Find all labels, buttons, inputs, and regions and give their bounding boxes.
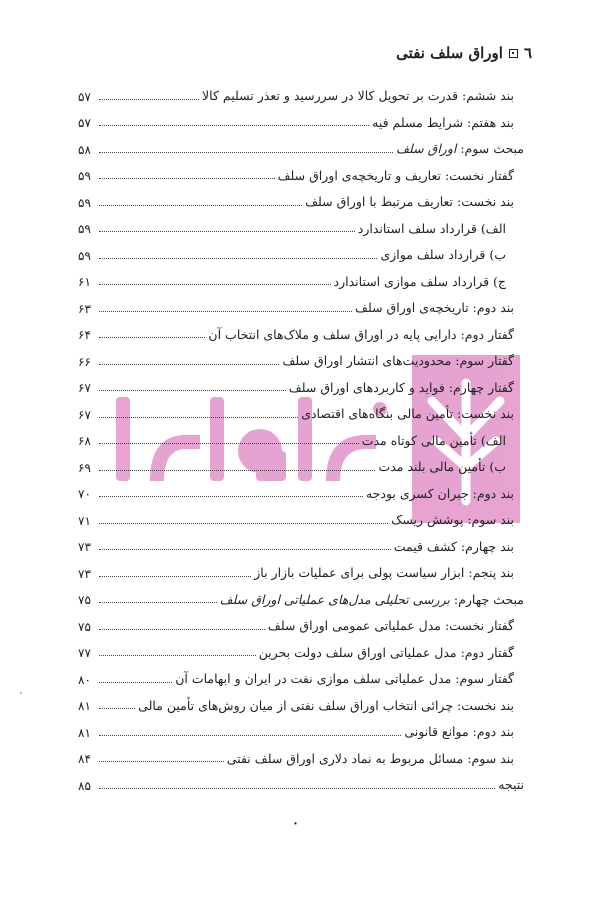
toc-entry-text: جبران کسری بودجه bbox=[365, 485, 469, 501]
dot-leader bbox=[99, 258, 377, 259]
toc-entry bbox=[78, 398, 524, 425]
toc-entry-title bbox=[391, 514, 514, 527]
toc-entry-page: ۸۰ bbox=[78, 672, 91, 687]
toc-entry-title bbox=[208, 326, 514, 342]
toc-entry-page: ۶۶ bbox=[78, 354, 91, 369]
toc-entry bbox=[78, 478, 524, 505]
dot-leader bbox=[99, 311, 352, 312]
toc-entry-page: ۶۱ bbox=[78, 275, 91, 289]
toc-entry-prefix: بند نخست: bbox=[453, 194, 514, 209]
toc-entry-title bbox=[301, 408, 514, 421]
toc-entry-prefix: بند هفتم: bbox=[463, 114, 514, 130]
dot-leader bbox=[99, 125, 369, 126]
toc-entry bbox=[78, 716, 524, 743]
dot-leader bbox=[99, 708, 135, 709]
toc-entry-text: دارایی پایه در اوراق سلف و ملاک‌های انتخاب آن bbox=[208, 326, 457, 342]
toc-entry-title bbox=[305, 196, 514, 209]
toc-entry-page: ۵۷ bbox=[78, 89, 91, 104]
toc-entry-title bbox=[372, 114, 514, 130]
toc-entry-page: ۷۵ bbox=[78, 619, 91, 634]
toc-entry-text: تأمین مالی کوتاه مدت bbox=[361, 432, 477, 448]
toc-entry-prefix: گفتار نخست: bbox=[440, 167, 514, 183]
dot-leader bbox=[99, 337, 205, 338]
toc-entry bbox=[78, 690, 524, 717]
dot-leader bbox=[99, 655, 256, 656]
toc-entry-text: مسائل مربوط به نماد دلاری اوراق سلف نفتی bbox=[226, 750, 464, 766]
toc-entry-page: ۶۷ bbox=[78, 407, 91, 422]
toc-entry-text: تأمین مالی بنگاه‌های اقتصادی bbox=[301, 406, 454, 421]
toc-entry-text: موانع قانونی bbox=[404, 724, 469, 739]
toc-entry-prefix: مبحث سوم: bbox=[456, 141, 524, 156]
page-number: ٠ bbox=[292, 816, 299, 831]
toc-entry-title bbox=[380, 249, 506, 262]
dot-leader bbox=[99, 364, 279, 365]
toc-entry-prefix: الف) bbox=[476, 432, 506, 448]
toc-entry-page: ۵۹ bbox=[78, 195, 91, 210]
toc-entry bbox=[78, 266, 524, 293]
toc-entry-text: پوشش ریسک bbox=[391, 512, 464, 527]
toc-entry bbox=[78, 107, 524, 134]
toc-entry-text: مدل عملیاتی سلف موازی نفت در ایران و ابهامات آن bbox=[175, 671, 452, 686]
toc-entry-title bbox=[498, 779, 524, 792]
toc-entry-text: اوراق سلف bbox=[396, 141, 457, 156]
toc-entry-title bbox=[355, 302, 514, 315]
toc-entry-prefix: ب) bbox=[485, 459, 506, 474]
square-bullet-icon bbox=[509, 49, 518, 58]
toc-entry-title bbox=[365, 485, 514, 501]
toc-entry-text: نتیجه bbox=[498, 777, 524, 792]
toc-entry-text: قرارداد سلف موازی bbox=[380, 247, 486, 262]
toc-entry bbox=[78, 504, 524, 531]
toc-entry-title bbox=[393, 538, 514, 554]
dot-leader bbox=[99, 682, 172, 683]
toc-entry-text: بررسی تحلیلی مدل‌های عملیاتی اوراق سلف bbox=[219, 591, 450, 607]
toc-entry-title bbox=[277, 167, 514, 183]
dot-leader bbox=[99, 602, 217, 603]
toc-entry-text: ابزار سیاست پولی برای عملیات بازار باز bbox=[254, 565, 465, 580]
toc-entry bbox=[78, 425, 524, 452]
toc-entry bbox=[78, 319, 524, 346]
toc-entry-text: قرارداد سلف استاندارد bbox=[357, 220, 477, 236]
toc-entry bbox=[78, 186, 524, 213]
toc-entry-text: مدل عملیاتی اوراق سلف دولت بحرین bbox=[258, 644, 457, 660]
toc-entry-page: ۷۳ bbox=[78, 566, 91, 581]
toc-entry-page: ۵۹ bbox=[78, 169, 91, 183]
toc-entry-page: ۵۸ bbox=[78, 142, 91, 157]
toc-entry-page: ۷۵ bbox=[78, 593, 91, 607]
toc-entry bbox=[78, 610, 524, 637]
toc-entry bbox=[78, 80, 524, 107]
toc-entry-title bbox=[202, 90, 514, 103]
toc-entry-page: ۸۴ bbox=[78, 752, 91, 766]
dot-leader bbox=[99, 284, 331, 285]
dot-leader bbox=[99, 576, 251, 577]
toc-entry-page: ۶۷ bbox=[78, 381, 91, 395]
toc-entry bbox=[78, 239, 524, 266]
toc-entry bbox=[78, 557, 524, 584]
toc-entry-prefix: بند دوم: bbox=[468, 485, 514, 501]
dot-leader bbox=[99, 761, 224, 762]
toc-entry-page: ۶۳ bbox=[78, 301, 91, 316]
toc-entry-page: ۷۷ bbox=[78, 646, 91, 660]
toc-entry-page: ۶۴ bbox=[78, 328, 91, 342]
toc-entry-page: ۸۱ bbox=[78, 699, 91, 713]
toc-entry-text: تأمین مالی بلند مدت bbox=[378, 459, 486, 474]
toc-entry-prefix: گفتار نخست: bbox=[440, 618, 514, 633]
toc-entry bbox=[78, 531, 524, 558]
toc-entry bbox=[78, 133, 524, 160]
toc-entry bbox=[78, 451, 524, 478]
toc-entry-page: ۷۰ bbox=[78, 487, 91, 501]
toc-entry-prefix: الف) bbox=[476, 220, 506, 236]
toc-entry-title bbox=[268, 620, 514, 633]
toc-entry-page: ۷۱ bbox=[78, 513, 91, 528]
toc-entry-text: چرائی انتخاب اوراق سلف نفتی از میان روش‌های تأمین مالی bbox=[138, 697, 454, 713]
toc-entry bbox=[78, 292, 524, 319]
toc-entry-title bbox=[226, 750, 514, 766]
toc-entry-title bbox=[361, 432, 506, 448]
toc-entry-title bbox=[357, 220, 506, 236]
toc-entry-page: ۶۸ bbox=[78, 434, 91, 448]
dot-leader bbox=[99, 788, 495, 789]
dot-leader bbox=[99, 99, 199, 100]
toc-entry-page: ۶۹ bbox=[78, 460, 91, 475]
toc-entry-title bbox=[404, 726, 514, 739]
toc-entry-title bbox=[138, 697, 514, 713]
page-header bbox=[396, 44, 532, 62]
header-page-number: ٦ bbox=[523, 44, 532, 62]
dot-leader bbox=[99, 178, 275, 179]
toc-entry-page: ۵۷ bbox=[78, 116, 91, 130]
toc-entry-title bbox=[219, 591, 524, 607]
toc-entry-text: فواید و کاربردهای اوراق سلف bbox=[288, 379, 445, 395]
toc-entry-prefix: بند نخست: bbox=[453, 697, 514, 713]
toc-entry-prefix: بند ششم: bbox=[458, 88, 514, 103]
toc-entry-title bbox=[396, 143, 524, 156]
toc-entry bbox=[78, 663, 524, 690]
dot-leader bbox=[99, 152, 393, 153]
dot-leader bbox=[99, 735, 401, 736]
toc-entry-text: کشف قیمت bbox=[393, 538, 457, 554]
toc-entry-title bbox=[254, 567, 514, 580]
toc-entry bbox=[78, 160, 524, 187]
dot-leader bbox=[99, 496, 363, 497]
toc-entry-text: تعاریف و تاریخچه‌ی اوراق سلف bbox=[277, 167, 441, 183]
toc-entry-prefix: ب) bbox=[485, 247, 506, 262]
toc-entry-prefix: بند پنجم: bbox=[464, 565, 514, 580]
dot-leader bbox=[99, 205, 302, 206]
toc-entry-prefix: مبحث چهارم: bbox=[449, 591, 524, 607]
toc-entry-text: تعاریف مرتبط با اوراق سلف bbox=[305, 194, 454, 209]
toc-entry-prefix: گفتار دوم: bbox=[456, 644, 514, 660]
toc-entry-title bbox=[175, 673, 514, 686]
toc-entry-prefix: گفتار دوم: bbox=[456, 326, 514, 342]
toc-entry-prefix: گفتار چهارم: bbox=[444, 379, 514, 395]
toc-entry-text: قدرت بر تحویل کالا در سررسید و تعذر تسلیم کالا bbox=[202, 88, 459, 103]
toc-entry-prefix: ج) bbox=[489, 273, 506, 289]
toc-entry bbox=[78, 213, 524, 240]
toc-entry-text: قرارداد سلف موازی استاندارد bbox=[333, 273, 490, 289]
toc-entry-title bbox=[378, 461, 506, 474]
toc-entry-text: محدودیت‌های انتشار اوراق سلف bbox=[282, 353, 452, 368]
dot-leader bbox=[99, 523, 388, 524]
table-of-contents bbox=[78, 80, 524, 796]
toc-entry-title bbox=[333, 273, 506, 289]
toc-entry-page: ۵۹ bbox=[78, 222, 91, 236]
toc-entry bbox=[78, 345, 524, 372]
toc-entry-page: ۸۱ bbox=[78, 725, 91, 740]
toc-entry-title bbox=[282, 355, 514, 368]
toc-entry-prefix: بند سوم: bbox=[463, 512, 514, 527]
toc-entry bbox=[78, 372, 524, 399]
dot-leader bbox=[99, 629, 265, 630]
toc-entry bbox=[78, 637, 524, 664]
toc-entry-text: تاریخچه‌ی اوراق سلف bbox=[355, 300, 469, 315]
dot-leader bbox=[99, 417, 298, 418]
dot-leader bbox=[99, 549, 391, 550]
toc-entry-page: ۸۵ bbox=[78, 778, 91, 793]
toc-entry-prefix: بند دوم: bbox=[468, 300, 514, 315]
toc-entry-prefix: بند دوم: bbox=[468, 724, 514, 739]
toc-entry-page: ۷۳ bbox=[78, 540, 91, 554]
toc-entry-title bbox=[258, 644, 514, 660]
dot-leader bbox=[99, 470, 375, 471]
toc-entry bbox=[78, 769, 524, 796]
toc-entry-prefix: بند چهارم: bbox=[456, 538, 514, 554]
toc-entry-text: مدل عملیاتی عمومی اوراق سلف bbox=[267, 618, 441, 633]
dot-leader bbox=[99, 390, 286, 391]
toc-entry-text: شرایط مسلم فیه bbox=[372, 114, 464, 130]
dot-leader bbox=[99, 443, 359, 444]
header-title: اوراق سلف نفتی bbox=[396, 44, 503, 62]
toc-entry-prefix: گفتار سوم: bbox=[451, 353, 514, 368]
toc-entry-prefix: گفتار سوم: bbox=[451, 671, 514, 686]
toc-entry bbox=[78, 584, 524, 611]
toc-entry-prefix: بند سوم: bbox=[463, 750, 514, 766]
toc-entry-prefix: بند نخست: bbox=[453, 406, 514, 421]
toc-entry bbox=[78, 743, 524, 770]
margin-mark bbox=[20, 692, 22, 694]
toc-entry-page: ۵۹ bbox=[78, 248, 91, 263]
toc-entry-title bbox=[288, 379, 514, 395]
dot-leader bbox=[99, 231, 355, 232]
